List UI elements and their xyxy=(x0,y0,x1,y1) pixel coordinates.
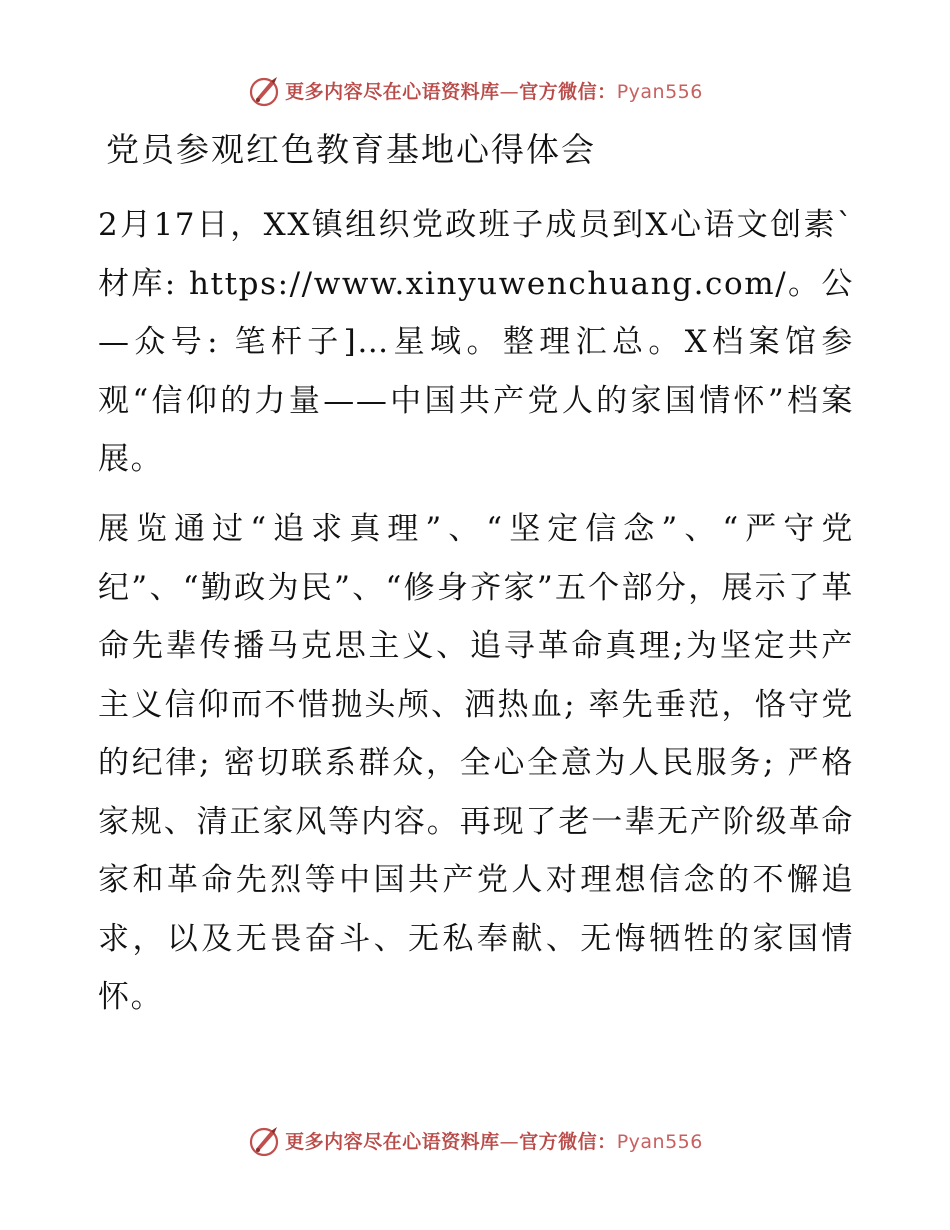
banner-wechat-label: 官方微信： xyxy=(519,80,617,103)
banner-site-name: 更多内容尽在心语资料库 xyxy=(285,1130,500,1153)
quill-pen-logo-icon xyxy=(247,1123,281,1157)
quill-pen-logo-icon xyxy=(247,73,281,107)
banner-separator: — xyxy=(499,80,520,103)
document-title: 党员参观红色教育基地心得体会 xyxy=(106,130,596,169)
banner-wechat-id: Pyan556 xyxy=(616,1130,703,1153)
paragraph-2: 展览通过“追求真理”、“坚定信念”、“严守党纪”、“勤政为民”、“修身齐家”五个部分，展示了革命先辈传播马克思主义、追寻革命真理;为坚定共产主义信仰而不惜抛头颅、洒热血; 率先垂范，恪守党的纪律; 密切联系群众，全心全意为人民服务; 严格家规、清正家风等内容。再现了老一辈无产阶级革命家和革命先烈等中国共产党人对理想信念的不懈追求，以及无畏奋斗、无私奉献、无悔牺牲的家国情怀。 xyxy=(98,511,854,1015)
banner-wechat-id: Pyan556 xyxy=(616,80,703,103)
banner-separator: — xyxy=(499,1130,520,1153)
banner-site-name: 更多内容尽在心语资料库 xyxy=(285,80,500,103)
header-watermark-banner xyxy=(0,70,950,110)
paragraph-1: 2月17日，XX镇组织党政班子成员到X心语文创素`材库: https://www.xinyuwenchuang.com/。公—众号: 笔杆子]…星域。整理汇总。X档案馆参观“信仰的力量——中国共产党人的家国情怀”档案展。 xyxy=(98,207,854,477)
footer-watermark-banner xyxy=(0,1120,950,1160)
banner-wechat-label: 官方微信： xyxy=(519,1130,617,1153)
